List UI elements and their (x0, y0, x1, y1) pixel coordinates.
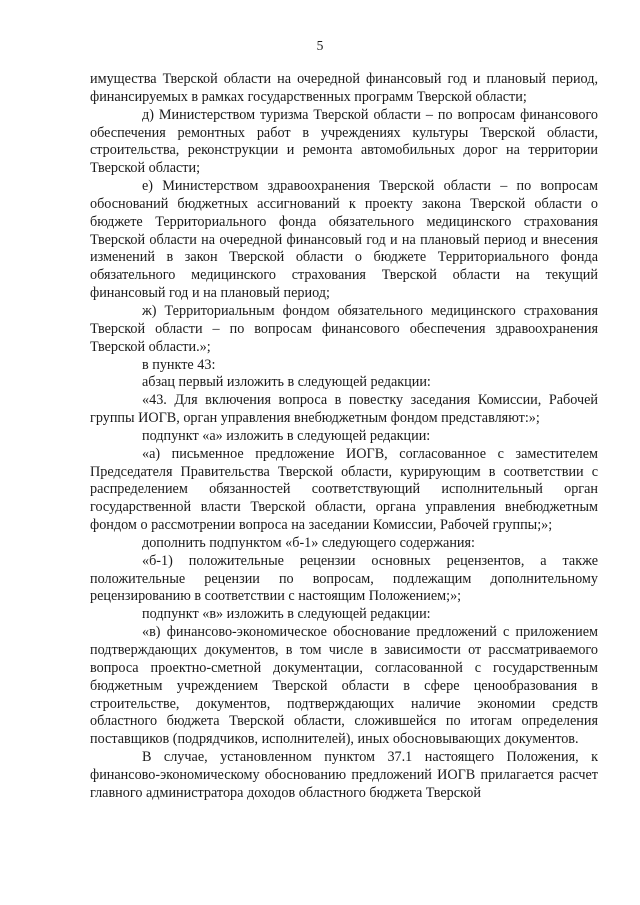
paragraph-continuation: имущества Тверской области на очередной финансовый год и плановый период, финансируемых в рамках государственных программ Тверской области; (90, 71, 598, 105)
paragraph-quote-43: «43. Для включения вопроса в повестку заседания Комиссии, Рабочей группы ИОГВ, орган управления внебюджетным фондом представляют:»; (90, 392, 598, 427)
paragraph-subpoint-a-intro: подпункт «а» изложить в следующей редакции: (142, 427, 431, 444)
paragraph-item-zh: ж) Территориальным фондом обязательного медицинского страхования Тверской области – по вопросам финансового обеспечения здравоохранения Тверской области.»; (90, 302, 598, 355)
paragraph-subpoint-v: «в) финансово-экономическое обоснование предложений с приложением подтверждающих документов, в том числе в зависимости от рассматриваемого вопроса проектно-сметной документации, согласованной с государственным бюджетным учреждением Тверской области в сфере ценообразования в строительстве, документов, подтверждающих наличие экономии средств областного бюджета Тверской области, сложившейся по итогам определения поставщиков (подрядчиков, исполнителей), иных обосновывающих документов. (90, 624, 598, 748)
paragraph-point-43: в пункте 43: (142, 356, 216, 373)
paragraph-subpoint-b1: «б-1) положительные рецензии основных рецензентов, а также положительные рецензии по вопросам, подлежащим дополнительному рецензированию в соответствии с настоящим Положением;»; (90, 552, 598, 605)
document-body (90, 71, 598, 803)
page-number: 5 (316, 38, 324, 53)
paragraph-subpoint-b1-intro: дополнить подпунктом «б-1» следующего содержания: (142, 534, 475, 551)
paragraph-item-d: д) Министерством туризма Тверской области – по вопросам финансового обеспечения ремонтных работ в учреждениях культуры Тверской области, строительства, реконструкции и ремонта автомобильных дорог на территории Тверской области; (90, 106, 598, 177)
paragraph-subpoint-v-intro: подпункт «в» изложить в следующей редакции: (142, 606, 431, 623)
paragraph-subpoint-a: «а) письменное предложение ИОГВ, согласованное с заместителем Председателя Правительства Тверской области, курирующим в соответствии с распределением обязанностей соответствующий исполнительный орган государственной власти Тверской области, органа управления внебюджетным фондом о рассмотрении вопроса на заседании Комиссии, Рабочей группы;»; (90, 445, 598, 534)
paragraph-case-37-1: В случае, установленном пунктом 37.1 настоящего Положения, к финансово-экономическому обоснованию предложений ИОГВ прилагается расчет главного администратора доходов областного бюджета Тверской (90, 749, 598, 801)
paragraph-first-abzac: абзац первый изложить в следующей редакции: (142, 374, 431, 391)
paragraph-item-e: е) Министерством здравоохранения Тверской области – по вопросам обоснований бюджетных ассигнований к проекту закона Тверской области о бюджете Территориального фонда обязательного медицинского страхования Тверской области на очередной финансовый год и на плановый период и внесения изменений в закон Тверской области о бюджете Территориального фонда обязательного медицинского страхования Тверской области на текущий финансовый год и на плановый период; (90, 178, 598, 302)
